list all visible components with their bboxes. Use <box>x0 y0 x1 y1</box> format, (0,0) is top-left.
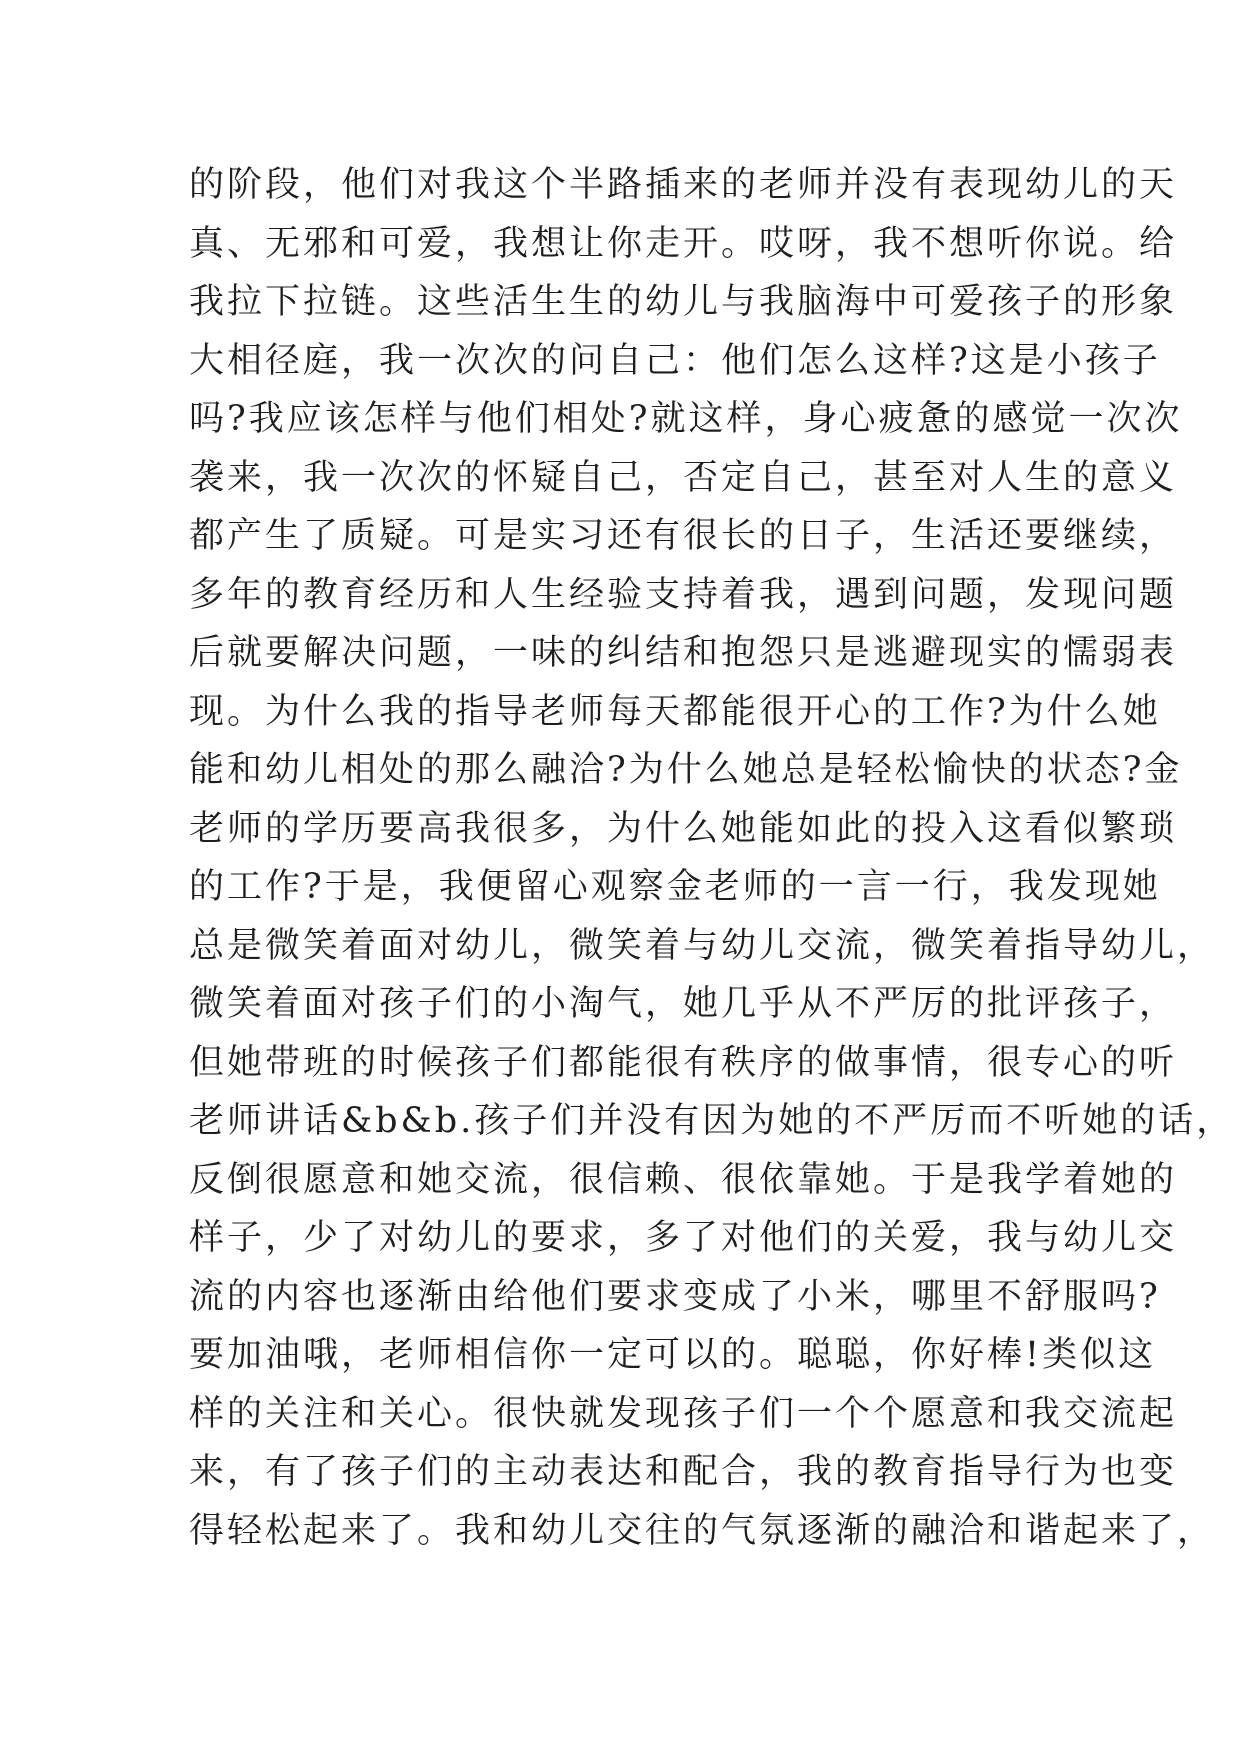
text-line: 样的关注和关心。很快就发现孩子们一个个愿意和我交流起 <box>189 1393 1178 1434</box>
text-line: 反倒很愿意和她交流，很信赖、很依靠她。于是我学着她的 <box>189 1159 1178 1200</box>
text-line: 后就要解决问题，一味的纠结和抱怨只是逃避现实的懦弱表 <box>189 633 1178 673</box>
text-line: 流的内容也逐渐由给他们要求变成了小米，哪里不舒服吗? <box>189 1276 1161 1317</box>
text-line: 但她带班的时候孩子们都能很有秩序的做事情，很专心的听 <box>189 1042 1178 1083</box>
text-line: 来，有了孩子们的主动表达和配合，我的教育指导行为也变 <box>189 1452 1178 1492</box>
text-line: 的阶段，他们对我这个半路插来的老师并没有表现幼儿的天 <box>189 165 1178 205</box>
text-line: 微笑着面对孩子们的小淘气，她几乎从不严厉的批评孩子， <box>189 984 1178 1024</box>
text-line: 大相径庭，我一次次的问自己：他们怎么这样?这是小孩子 <box>189 340 1161 381</box>
text-line: 样子，少了对幼儿的要求，多了对他们的关爱，我与幼儿交 <box>189 1218 1178 1258</box>
text-line: 吗?我应该怎样与他们相处?就这样，身心疲惫的感觉一次次 <box>189 399 1183 439</box>
text-line: 袭来，我一次次的怀疑自己，否定自己，甚至对人生的意义 <box>189 457 1178 498</box>
text-line: 能和幼儿相处的那么融洽?为什么她总是轻松愉快的状态?金 <box>189 750 1183 790</box>
text-line: 都产生了质疑。可是实习还有很长的日子，生活还要继续， <box>189 516 1178 556</box>
text-line: 多年的教育经历和人生经验支持着我，遇到问题，发现问题 <box>189 574 1178 615</box>
text-line: 老师的学历要高我很多，为什么她能如此的投入这看似繁琐 <box>189 808 1178 849</box>
text-line: 得轻松起来了。我和幼儿交往的气氛逐渐的融洽和谐起来了， <box>189 1510 1216 1551</box>
text-line: 要加油哦，老师相信你一定可以的。聪聪，你好棒!类似这 <box>189 1335 1157 1375</box>
text-line: 的工作?于是，我便留心观察金老师的一言一行，我发现她 <box>189 867 1161 907</box>
text-line: 真、无邪和可爱，我想让你走开。哎呀，我不想听你说。给 <box>189 223 1178 264</box>
text-line: 总是微笑着面对幼儿，微笑着与幼儿交流，微笑着指导幼儿， <box>189 925 1216 966</box>
body-text <box>189 156 1235 1560</box>
text-line: 老师讲话&b&b.孩子们并没有因为她的不严厉而不听她的话， <box>189 1101 1235 1141</box>
text-line: 我拉下拉链。这些活生生的幼儿与我脑海中可爱孩子的形象 <box>189 282 1178 322</box>
text-line: 现。为什么我的指导老师每天都能很开心的工作?为什么她 <box>189 691 1161 732</box>
